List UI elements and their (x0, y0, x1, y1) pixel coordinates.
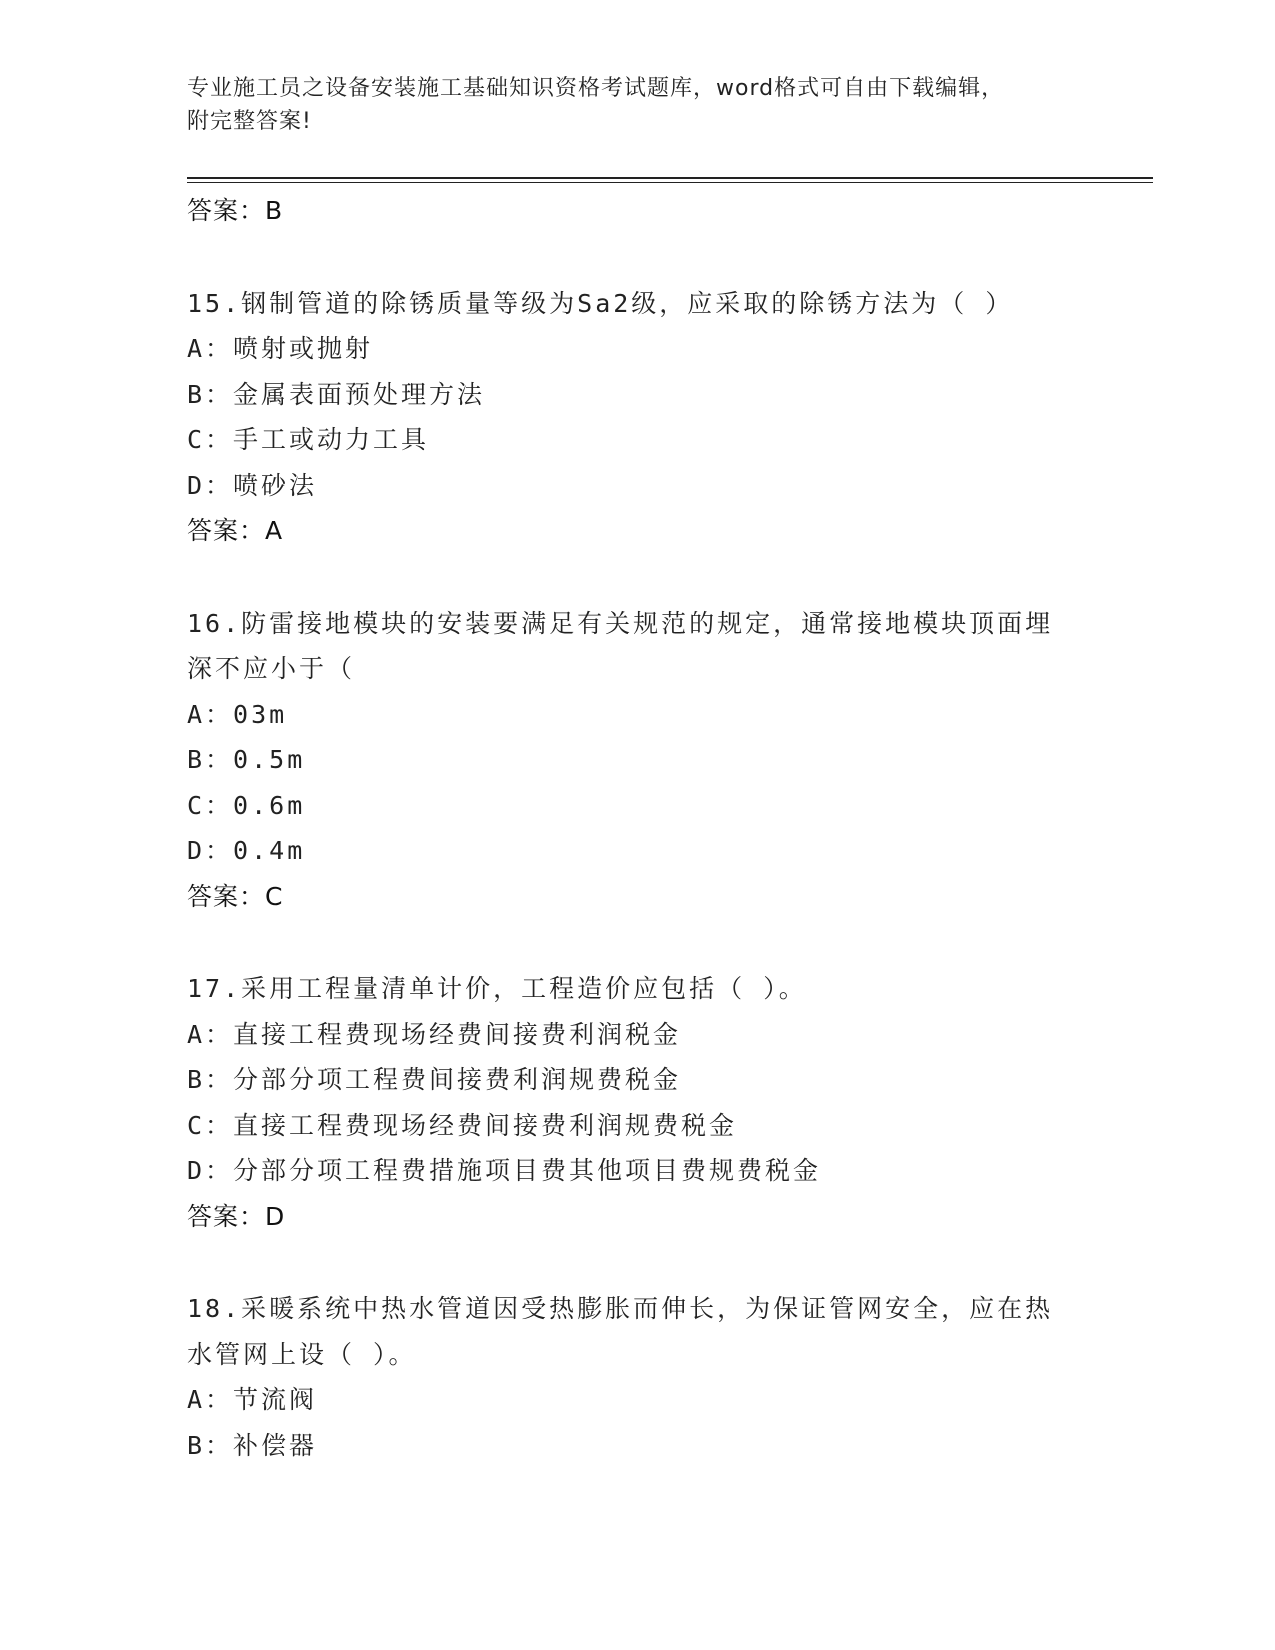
question-block-15 (187, 281, 1087, 554)
option-b: B：0.5m (187, 745, 306, 774)
answer-label: 答案：D (187, 1201, 286, 1231)
spacer (187, 234, 1087, 281)
option-d: D：喷砂法 (187, 470, 318, 500)
option-a: A：喷射或抛射 (187, 334, 374, 363)
question-text: 15.钢制管道的除锈质量等级为Sa2级，应采取的除锈方法为（ ） (187, 288, 1014, 318)
question-text: 17.采用工程量清单计价，工程造价应包括（ ）。 (187, 974, 807, 1003)
question-text: 18.采暖系统中热水管道因受热膨胀而伸长，为保证管网安全，应在热 (187, 1294, 1054, 1323)
header-divider-thick (187, 177, 1153, 179)
answer-label: 答案：C (187, 881, 284, 911)
question-block-18 (187, 1286, 1087, 1468)
option-c: C：手工或动力工具 (187, 425, 430, 454)
option-d: D：0.4m (187, 836, 306, 865)
question-list (187, 188, 1087, 1468)
option-b: B：分部分项工程费间接费利润规费税金 (187, 1065, 682, 1094)
spacer (187, 1239, 1087, 1286)
option-d: D：分部分项工程费措施项目费其他项目费规费税金 (187, 1156, 822, 1185)
question-block-17 (187, 966, 1087, 1239)
question-text-continued: 深不应小于（ (187, 654, 356, 683)
header-divider-thin (187, 182, 1153, 183)
option-a: A：节流阀 (187, 1385, 318, 1414)
option-b: B：补偿器 (187, 1430, 318, 1460)
answer-label: 答案：A (187, 516, 284, 545)
option-a: A：直接工程费现场经费间接费利润税金 (187, 1019, 682, 1049)
header-line-2: 附完整答案! (187, 109, 312, 134)
header-line-1: 专业施工员之设备安装施工基础知识资格考试题库，word格式可自由下载编辑， (187, 76, 1005, 101)
question-text: 16.防雷接地模块的安装要满足有关规范的规定，通常接地模块顶面埋 (187, 608, 1054, 638)
option-c: C：直接工程费现场经费间接费利润规费税金 (187, 1110, 738, 1140)
spacer (187, 554, 1087, 601)
option-c: C：0.6m (187, 790, 306, 820)
option-a: A：03m (187, 699, 288, 729)
answer-previous: 答案：B (187, 196, 284, 225)
option-b: B：金属表面预处理方法 (187, 379, 486, 409)
question-block-16 (187, 601, 1087, 920)
page-header (187, 72, 1087, 138)
spacer (187, 919, 1087, 966)
question-text-continued: 水管网上设（ ）。 (187, 1339, 417, 1369)
